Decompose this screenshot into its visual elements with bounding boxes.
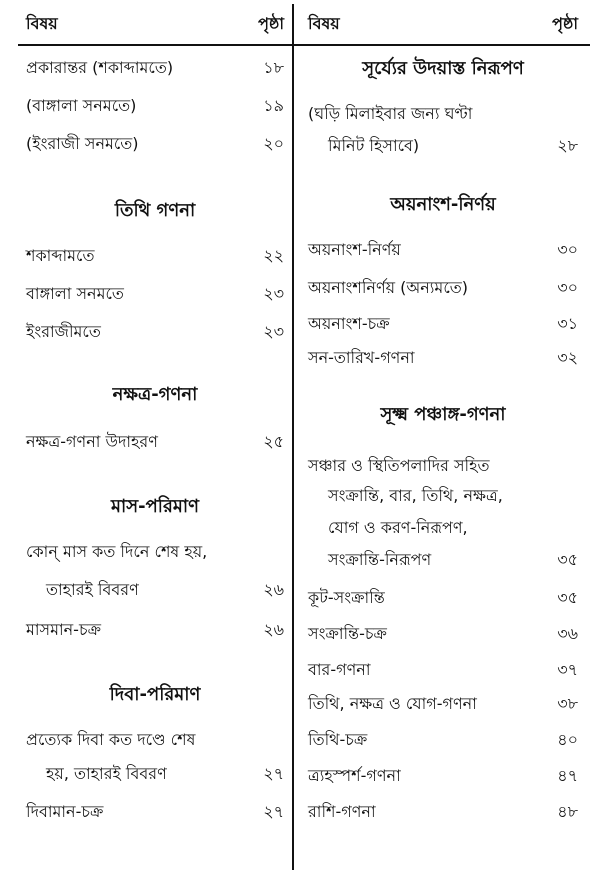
toc-entry-label: সংক্রান্তি-নিরূপণ (328, 550, 432, 569)
toc-entry-label: (বাঙ্গালা সনমতে) (26, 96, 137, 115)
toc-entry-page: ১৮ (263, 58, 284, 77)
toc-entry-page: ২৮ (557, 136, 578, 155)
toc-entry-label: অয়নাংশ-নির্ণয় (308, 240, 401, 259)
toc-entry-page: ৩২ (557, 348, 578, 367)
section-heading-sukshma: সূক্ষ্ম পঞ্চাঙ্গ-গণনা (380, 404, 506, 425)
toc-entry-label: মাসমান-চক্র (26, 620, 101, 639)
toc-entry-page: ৩৭ (557, 660, 578, 679)
toc-entry-page: ২৭ (263, 802, 284, 821)
toc-entry-page: ২০ (263, 134, 284, 153)
toc-entry-label: তাহারই বিবরণ (46, 580, 139, 599)
toc-entry-label: নক্ষত্র-গণনা উদাহরণ (26, 432, 158, 451)
toc-entry-label: ত্র্যহস্পর্শ-গণনা (308, 766, 401, 785)
toc-entry-page: ১৯ (263, 96, 284, 115)
toc-entry-page: ৪৮ (557, 802, 578, 821)
toc-entry-page: ২২ (263, 246, 284, 265)
toc-entry-label: সঞ্চার ও স্থিতিপলাদির সহিত (308, 456, 490, 475)
toc-entry-label: হয়, তাহারই বিবরণ (46, 764, 167, 783)
toc-entry-page: ৩৫ (557, 588, 578, 607)
toc-entry-label: মিনিট হিসাবে) (328, 136, 420, 155)
toc-entry-label: কোন্ মাস কত দিনে শেষ হয়, (26, 542, 208, 561)
toc-entry-label: প্রত্যেক দিবা কত দণ্ডে শেষ (26, 730, 196, 749)
header-rule (18, 44, 590, 46)
toc-entry-page: ২৭ (263, 764, 284, 783)
toc-entry-page: ২৩ (263, 284, 284, 303)
toc-entry-label: তিথি-চক্র (308, 730, 368, 749)
toc-entry-page: ৩০ (557, 278, 578, 297)
toc-entry-label: বাঙ্গালা সনমতে (26, 284, 124, 303)
toc-entry-label: ইংরাজীমতে (26, 322, 101, 341)
section-heading-ayanamsha: অয়নাংশ-নির্ণয় (390, 194, 496, 215)
toc-entry-label: অয়নাংশ-চক্র (308, 314, 390, 333)
toc-entry-label: রাশি-গণনা (308, 802, 376, 821)
toc-entry-label: সন-তারিখ-গণনা (308, 348, 415, 367)
toc-entry-label: অয়নাংশনির্ণয় (অন্যমতে) (308, 278, 468, 297)
toc-entry-label: দিবামান-চক্র (26, 802, 104, 821)
toc-entry-page: ৩১ (557, 314, 578, 333)
section-heading-nakshatra: নক্ষত্র-গণনা (112, 384, 198, 405)
toc-entry-label: সংক্রান্তি, বার, তিথি, নক্ষত্র, (328, 486, 503, 505)
toc-entry-page: ৩০ (557, 240, 578, 259)
toc-entry-label: যোগ ও করণ-নিরূপণ, (328, 518, 468, 537)
section-heading-surya: সূর্য্যের উদয়াস্ত নিরূপণ (362, 58, 524, 79)
toc-entry-page: ২৩ (263, 322, 284, 341)
toc-entry-page: ২৬ (263, 580, 284, 599)
toc-entry-page: ২৫ (263, 432, 284, 451)
toc-entry-label: প্রকারান্তর (শকাব্দামতে) (26, 58, 174, 77)
page-header: পৃষ্ঠা (258, 14, 284, 33)
toc-entry-page: ৪৭ (557, 766, 578, 785)
toc-entry-label: তিথি, নক্ষত্র ও যোগ-গণনা (308, 694, 477, 713)
section-heading-tithi: তিথি গণনা (114, 200, 196, 221)
toc-entry-label: শকাব্দামতে (26, 246, 95, 265)
toc-entry-page: ৩৬ (557, 624, 578, 643)
toc-entry-label: (ঘড়ি মিলাইবার জন্য ঘণ্টা (308, 104, 473, 123)
toc-entry-page: ২৬ (263, 620, 284, 639)
toc-entry-label: কূট-সংক্রান্তি (308, 588, 385, 607)
toc-entry-page: ৩৮ (557, 694, 578, 713)
section-heading-diba: দিবা-পরিমাণ (109, 684, 201, 705)
page-header: পৃষ্ঠা (552, 14, 578, 33)
toc-entry-page: ৪০ (557, 730, 578, 749)
subject-header: বিষয় (308, 14, 340, 33)
toc-entry-page: ৩৫ (557, 550, 578, 569)
toc-entry-label: সংক্রান্তি-চক্র (308, 624, 387, 643)
toc-entry-label: বার-গণনা (308, 660, 371, 679)
subject-header: বিষয় (26, 14, 58, 33)
toc-entry-label: (ইংরাজী সনমতে) (26, 134, 139, 153)
column-divider (292, 4, 294, 870)
section-heading-mas: মাস-পরিমাণ (111, 496, 199, 517)
